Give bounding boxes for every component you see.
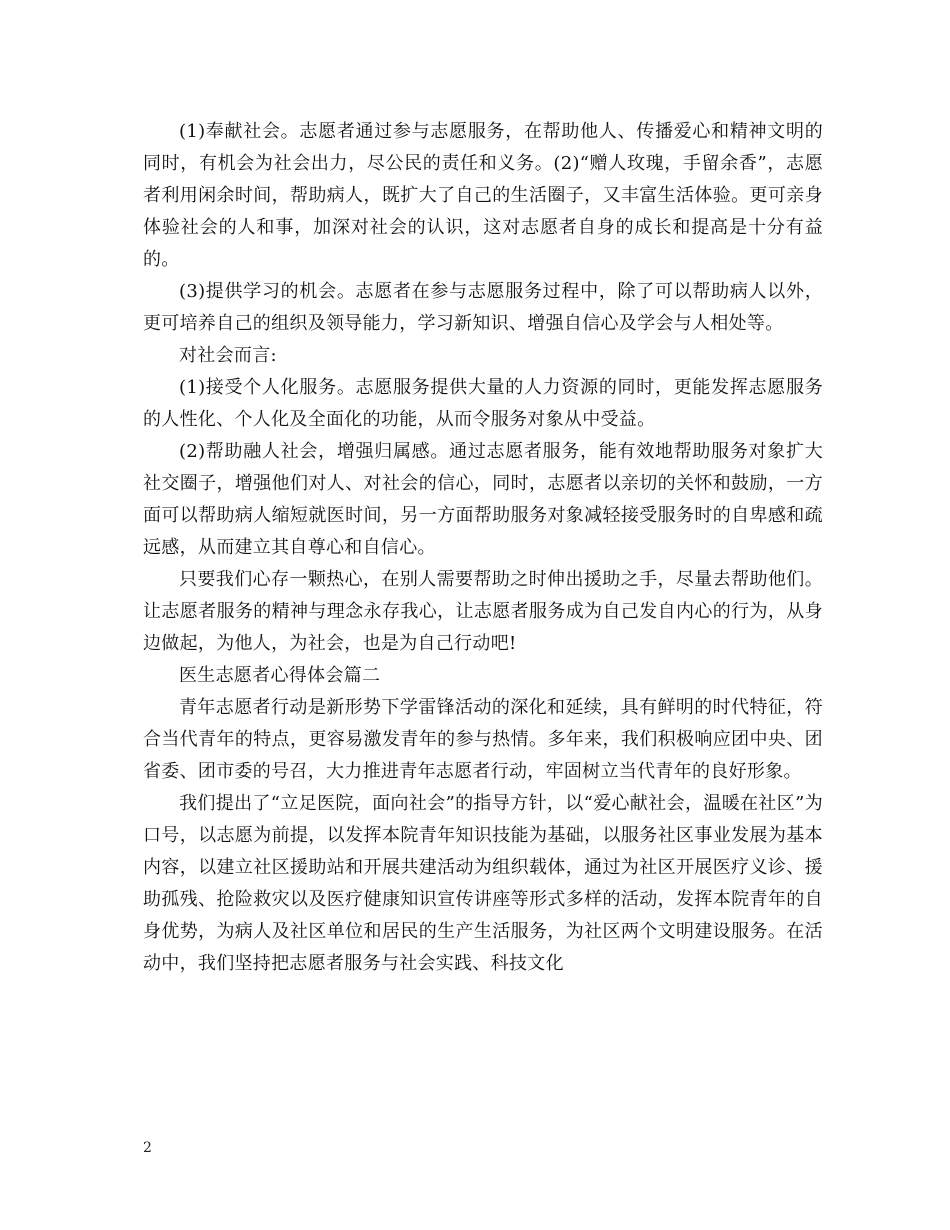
page-number: 2 — [143, 1140, 152, 1156]
paragraph-personalized-service: (1)接受个人化服务。志愿服务提供大量的人力资源的同时，更能发挥志愿服务的人性化、个人化及全面化的功能，从而令服务对象从中受益。 — [143, 377, 823, 430]
paragraph-guiding-principle: 我们提出了“立足医院，面向社会”的指导方针，以“爱心献社会，温暖在社区”为口号，以志愿为前提，以发挥本院青年知识技能为基础，以服务社区事业发展为基本内容，以建立社区援助站和开展共建活动为组织载体，通过为社区开展医疗义诊、援助孤残、抢险救灾以及医疗健康知识宣传讲座等形式多样的活动，发挥本院青年的自身优势，为病人及社区单位和居民的生产生活服务，为社区两个文明建设服务。在活动中，我们坚持把志愿者服务与社会实践、科技文化 — [143, 793, 823, 974]
paragraph-learning-opportunity: (3)提供学习的机会。志愿者在参与志愿服务过程中，除了可以帮助病人以外，更可培养自己的组织及领导能力，学习新知识、增强自信心及学会与人相处等。 — [143, 281, 823, 334]
document-body — [143, 116, 823, 980]
paragraph-conclusion: 只要我们心存一颗热心，在别人需要帮助之时伸出援助之手，尽量去帮助他们。让志愿者服务的精神与理念永存我心，让志愿者服务成为自己发自内心的行为，从身边做起，为他人，为社会，也是为自己行动吧! — [143, 569, 823, 654]
section-title-part-two: 医生志愿者心得体会篇二 — [179, 665, 381, 686]
paragraph-integration-belonging: (2)帮助融人社会，增强归属感。通过志愿者服务，能有效地帮助服务对象扩大社交圈子，增强他们对人、对社会的信心，同时，志愿者以亲切的关怀和鼓励，一方面可以帮助病人缩短就医时间，另一方面帮助服务对象减轻接受服务时的自卑感和疏远感，从而建立其自尊心和自信心。 — [143, 441, 823, 558]
paragraph-for-society-heading: 对社会而言: — [179, 345, 277, 366]
paragraph-youth-volunteer-action: 青年志愿者行动是新形势下学雷锋活动的深化和延续，具有鲜明的时代特征，符合当代青年的特点，更容易激发青年的参与热情。多年来，我们积极响应团中央、团省委、团市委的号召，大力推进青年志愿者行动，牢固树立当代青年的良好形象。 — [143, 697, 823, 782]
paragraph-contribute-society: (1)奉献社会。志愿者通过参与志愿服务，在帮助他人、传播爱心和精神文明的同时，有机会为社会出力，尽公民的责任和义务。(2)“赠人玫瑰，手留余香”，志愿者利用闲余时间，帮助病人，既扩大了自己的生活圈子，又丰富生活体验。更可亲身体验社会的人和事，加深对社会的认识，这对志愿者自身的成长和提高是十分有益的。 — [143, 121, 823, 270]
